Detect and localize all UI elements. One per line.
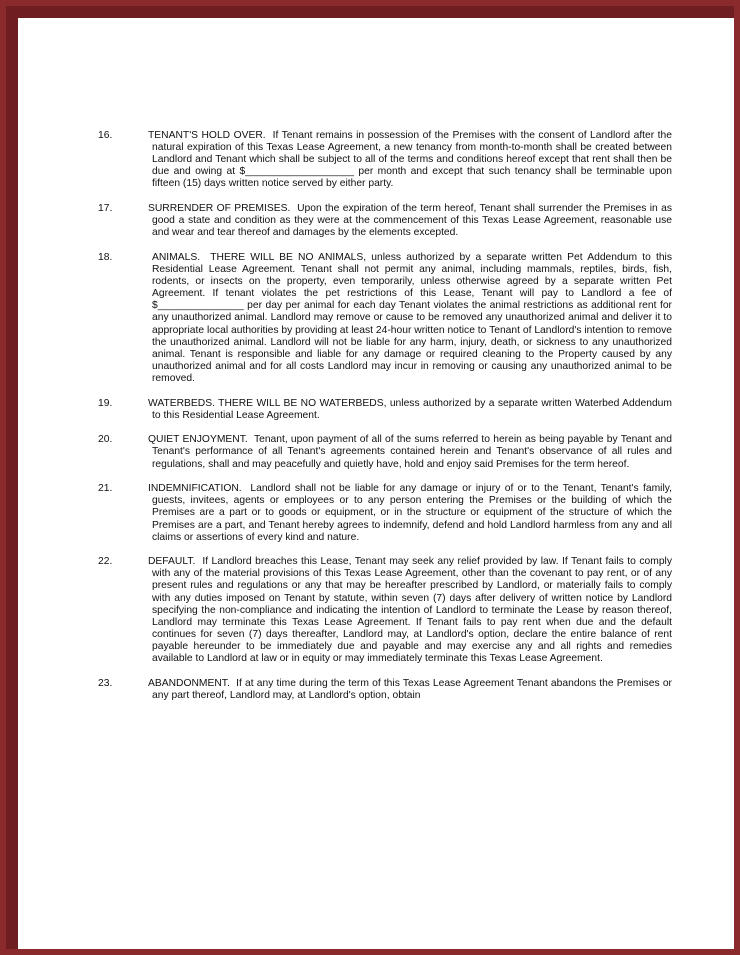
clause-number: 18. <box>98 251 113 263</box>
clause-text: If Landlord breaches this Lease, Tenant may seek any relief provided by law. If Tenant fails to comply with any of the material provisions of this Texas Lease Agreement, other than the covenant to pay rent, or of any present rules and regulations or any that may be hereafter prescribed by Landlord, or materially fails to comply with any duties imposed on Tenant by statute, within seven (7) days after delivery of written notice by Landlord specifying the non-compliance and indicating the intention of Landlord to terminate the Lease by reason thereof, Landlord may terminate this Texas Lease Agreement. If Tenant fails to pay rent when due and the default continues for seven (7) days thereafter, Landlord may, at Landlord's option, declare the entire balance of rent payable hereunder to be immediately due and payable and may exercise any and all rights and remedies available to Landlord at law or in equity or may immediately terminate this Texas Lease Agreement. <box>152 556 672 665</box>
clause-19 <box>98 398 672 422</box>
clause-number: 22. <box>98 556 113 568</box>
clause-text: Tenant, upon payment of all of the sums referred to herein as being payable by Tenant and Tenant's performance of all Tenant's agreements contained herein and Tenant's observance of all rules and regulations, shall and may peacefully and quietly have, hold and enjoy said Premises for the term hereof. <box>152 434 673 470</box>
clause-20 <box>98 434 672 470</box>
clause-18 <box>98 252 672 385</box>
clause-heading: INDEMNIFICATION. <box>148 483 242 495</box>
clause-21 <box>98 483 672 543</box>
clause-text: Upon the expiration of the term hereof, Tenant shall surrender the Premises in as good a state and condition as they were at the commencement of this Texas Lease Agreement, reasonable use and wear and tear thereof and damages by the elements excepted. <box>152 203 672 239</box>
clause-text: THERE WILL BE NO WATERBEDS, unless authorized by a separate written Waterbed Addendum to this Residential Lease Agreement. <box>152 397 672 421</box>
clause-text: Landlord shall not be liable for any damage or injury of or to the Tenant, Tenant's family, guests, invitees, agents or employees or to any person entering the Premises or the building of which the Premises are a part or to goods or equipment, or in the structure or equipment of the structure of which the Premises are a part, and Tenant hereby agrees to indemnify, defend and hold Landlord harmless from any and all claims or assertions of every kind and nature. <box>152 483 672 543</box>
clause-text: If Tenant remains in possession of the Premises with the consent of Landlord after the natural expiration of this Texas Lease Agreement, a new tenancy from month-to-month shall be created between Landlord and Tenant which shall be subject to all of the terms and conditions hereof except that rent shall then be due and owing at $___________________ per month and except that such tenancy shall be terminable upon fifteen (15) days written notice served by either party. <box>152 130 672 190</box>
clause-heading: ABANDONMENT. <box>148 677 230 689</box>
clause-number: 17. <box>98 203 113 215</box>
clause-number: 21. <box>98 483 113 495</box>
clause-heading: QUIET ENJOYMENT. <box>148 434 248 446</box>
clause-16 <box>98 130 672 190</box>
clause-number: 20. <box>98 434 113 446</box>
clause-heading: DEFAULT. <box>148 556 196 568</box>
clause-number: 16. <box>98 130 113 141</box>
clause-heading: SURRENDER OF PREMISES. <box>148 203 291 215</box>
clause-22 <box>98 556 672 665</box>
clause-text: THERE WILL BE NO ANIMALS, unless authorized by a separate written Pet Addendum to this Residential Lease Agreement. Tenant shall not permit any animal, including mammals, reptiles, birds, fish, rodents, or insects on the property, even temporarily, unless otherwise agreed by a separate written Pet Agreement. If tenant violates the pet restrictions of this Lease, Tenant will pay to Landlord a fee of $_______________ per day per animal for each day Tenant violates the animal restrictions as additional rent for any unauthorized animal. Landlord may remove or cause to be removed any unauthorized animal and deliver it to appropriate local authorities by providing at least 24-hour written notice to Tenant of Landlord's intention to remove the unauthorized animal. Landlord will not be liable for any harm, injury, death, or sickness to any unauthorized animal. Tenant is responsible and liable for any damage or required cleaning to the Property caused by any unauthorized animal and for all costs Landlord may incur in removing or causing any unauthorized animal to be removed. <box>152 251 672 384</box>
clause-text: If at any time during the term of this Texas Lease Agreement Tenant abandons the Premises or any part thereof, Landlord may, at Landlord's option, obtain <box>152 677 672 701</box>
clause-list <box>98 130 672 715</box>
clause-23 <box>98 678 672 702</box>
clause-heading: TENANT'S HOLD OVER. <box>148 130 266 141</box>
clause-number: 19. <box>98 397 113 409</box>
clause-number: 23. <box>98 677 113 689</box>
clause-heading: ANIMALS. <box>152 251 201 263</box>
clause-17 <box>98 203 672 239</box>
document-page <box>18 18 734 949</box>
page-frame <box>6 6 734 949</box>
clause-heading: WATERBEDS. <box>148 397 215 409</box>
